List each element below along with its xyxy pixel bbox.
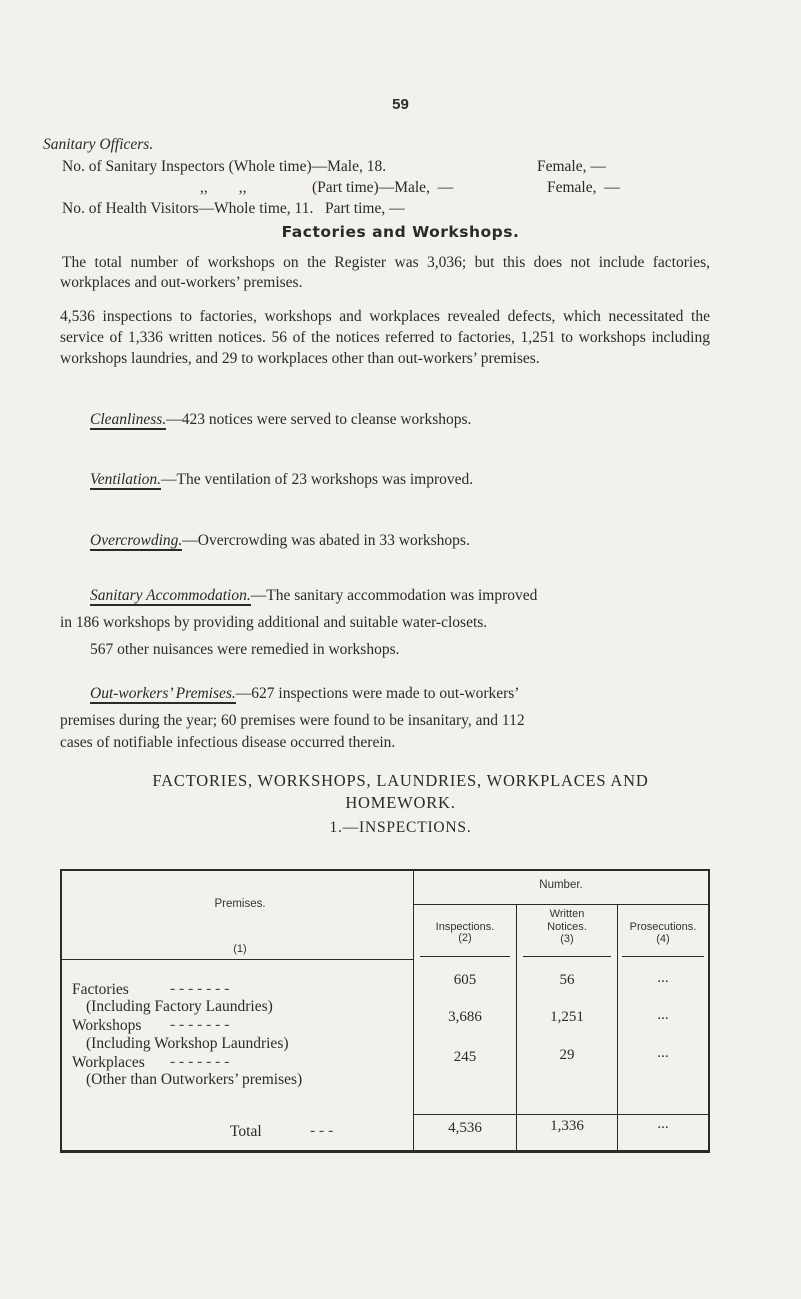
- table-row-workplaces-sub: (Other than Outworkers’ premises): [86, 1071, 303, 1088]
- inspections-col-number: (2): [458, 932, 472, 944]
- notices-header: Notices.: [547, 921, 587, 933]
- ditto-marks: ,, ,,: [200, 179, 247, 196]
- total-dots: - - -: [310, 1122, 334, 1139]
- cleanliness-text: —423 notices were served to cleanse workshops.: [166, 411, 472, 428]
- row2-dots: - - - - - - -: [170, 1016, 230, 1033]
- prosecutions-col-number: (4): [656, 933, 670, 945]
- premises-col-number: (1): [233, 943, 247, 955]
- workplaces-notices: 29: [559, 1047, 575, 1063]
- total-label: Total: [230, 1123, 262, 1140]
- total-inspections: 4,536: [448, 1120, 482, 1136]
- inspections-header: Inspections.: [435, 921, 495, 933]
- overcrowding-text: —Overcrowding was abated in 33 workshops.: [182, 532, 470, 549]
- table-row-workplaces-label: Workplaces: [72, 1054, 145, 1071]
- sanitary-inspectors-part-time: (Part time)—Male, —: [312, 179, 454, 196]
- table-right-border: [708, 869, 710, 1153]
- overcrowding-label: Overcrowding.: [90, 532, 183, 549]
- overcrowding-paragraph: [90, 531, 470, 551]
- outworkers-line1: [90, 684, 519, 704]
- notices-col-number: (3): [560, 933, 574, 945]
- table-bottom-border: [60, 1150, 710, 1153]
- table-row-workshops-label: Workshops: [72, 1017, 142, 1034]
- sanitary-officers-title: Sanitary Officers.: [43, 136, 154, 153]
- section-title-line2: HOMEWORK.: [345, 793, 456, 812]
- workshops-inspections: 3,686: [448, 1009, 482, 1025]
- other-nuisances-line: 567 other nuisances were remedied in workshops.: [90, 641, 400, 658]
- factories-inspections: 605: [453, 972, 477, 988]
- ventilation-text: —The ventilation of 23 workshops was improved.: [161, 471, 474, 488]
- sanitary-inspectors-whole-time: No. of Sanitary Inspectors (Whole time)—Male, 18.: [62, 158, 387, 175]
- sanitary-accommodation-text: —The sanitary accommodation was improved: [250, 587, 538, 604]
- register-text: The total number of workshops on the Register was 3,036; but this does not include factories, workplaces and out-workers’ premises.: [60, 254, 710, 291]
- sanitary-accommodation-line2: in 186 workshops by providing additional and suitable water-closets.: [60, 614, 488, 631]
- col3-header-rule: [523, 956, 611, 957]
- ventilation-label: Ventilation.: [90, 471, 162, 488]
- col2-header-rule: [420, 956, 510, 957]
- number-header-rule: [414, 904, 708, 905]
- page-number: 59: [392, 96, 409, 113]
- ventilation-paragraph: [90, 470, 473, 490]
- table-row-factories-sub: (Including Factory Laundries): [86, 998, 273, 1015]
- factories-notices: 56: [559, 972, 575, 988]
- table-title: 1.—INSPECTIONS.: [329, 819, 472, 836]
- total-rule: [414, 1114, 708, 1115]
- premises-header: Premises.: [214, 898, 266, 910]
- table-top-border: [62, 869, 710, 871]
- register-paragraph: [60, 253, 710, 293]
- row3-dots: - - - - - - -: [170, 1053, 230, 1070]
- sanitary-inspectors-whole-time-female: Female, —: [537, 158, 606, 175]
- total-notices: 1,336: [550, 1118, 584, 1134]
- table-left-border: [60, 869, 62, 1153]
- section-title-line1: FACTORIES, WORKSHOPS, LAUNDRIES, WORKPLACES AND: [152, 771, 649, 790]
- row1-dots: - - - - - - -: [170, 980, 230, 997]
- number-header: Number.: [539, 879, 583, 891]
- sanitary-inspectors-part-time-female: Female, —: [547, 179, 620, 196]
- table-row-factories-label: Factories: [72, 981, 129, 998]
- factories-prosecutions: ...: [657, 970, 669, 986]
- outworkers-line2: premises during the year; 60 premises were found to be insanitary, and 112: [60, 712, 525, 729]
- written-header: Written: [549, 908, 585, 920]
- workplaces-prosecutions: ...: [657, 1045, 669, 1061]
- inspections-paragraph: 4,536 inspections to factories, workshops and workplaces revealed defects, which necessitated the service of 1,336 written notices. 56 of the notices referred to factories, 1,251 to workshops including workshops laundries, and 29 to workplaces other than out-workers’ premises.: [60, 308, 710, 367]
- inspections-table: [60, 869, 712, 1154]
- sanitary-accommodation-label: Sanitary Accommodation.: [90, 587, 251, 604]
- workshops-notices: 1,251: [550, 1009, 584, 1025]
- col4-header-rule: [622, 956, 704, 957]
- cleanliness-label: Cleanliness.: [90, 411, 167, 428]
- outworkers-line3: cases of notifiable infectious disease occurred therein.: [60, 734, 396, 751]
- outworkers-text: —627 inspections were made to out-workers’: [235, 685, 520, 702]
- cleanliness-paragraph: [90, 410, 471, 430]
- workshops-prosecutions: ...: [657, 1007, 669, 1023]
- total-prosecutions: ...: [657, 1116, 669, 1132]
- premises-header-rule: [60, 959, 413, 960]
- prosecutions-header: Prosecutions.: [629, 921, 697, 933]
- health-visitors-line: No. of Health Visitors—Whole time, 11. Part time, —: [62, 200, 405, 217]
- table-row-workshops-sub: (Including Workshop Laundries): [86, 1035, 289, 1052]
- workplaces-inspections: 245: [453, 1049, 477, 1065]
- outworkers-label: Out-workers’ Premises.: [90, 685, 236, 702]
- factories-workshops-heading: Factories and Workshops.: [281, 223, 520, 241]
- sanitary-accommodation-line1: [90, 586, 537, 606]
